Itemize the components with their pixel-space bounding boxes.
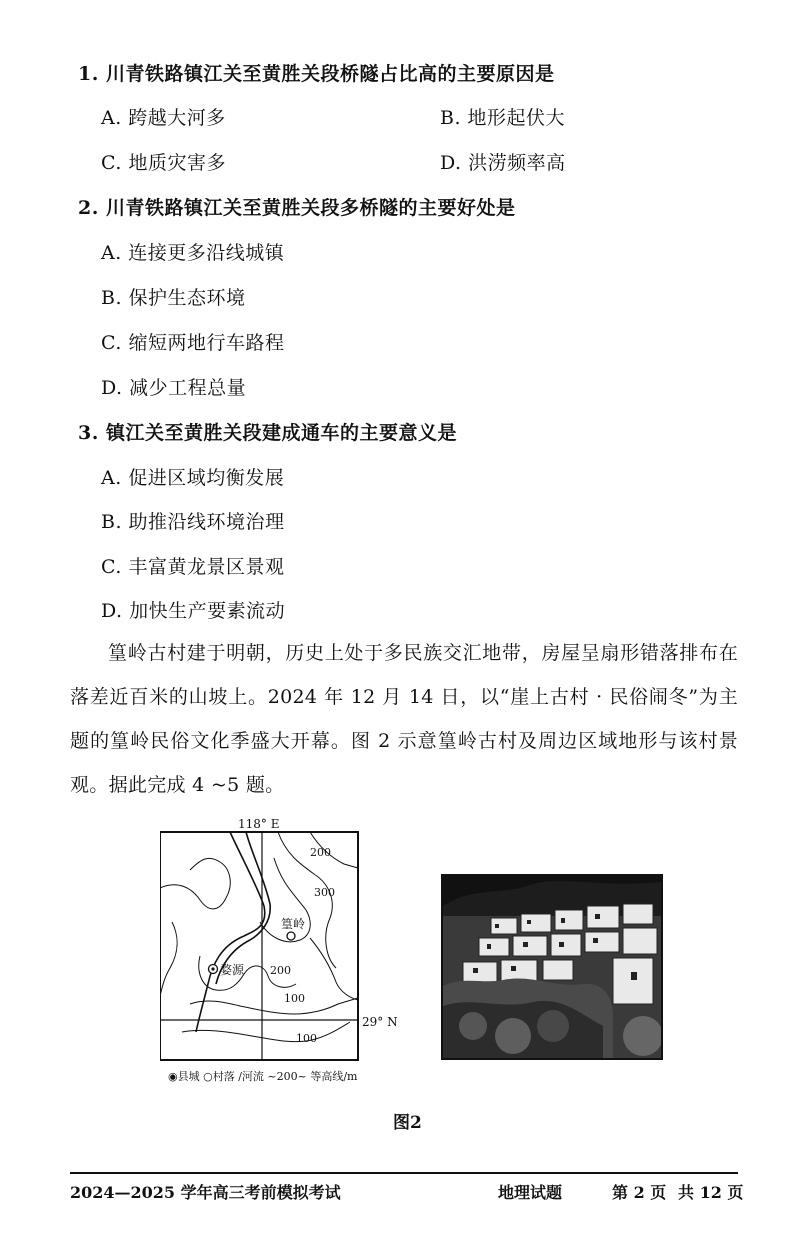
- question-3-option-c: C. 丰富黄龙景区景观: [101, 556, 285, 578]
- question-1-option-b: B. 地形起伏大: [440, 107, 566, 129]
- contour-label-300: 300: [314, 886, 335, 899]
- village-landscape-photo: [441, 874, 663, 1060]
- question-1-option-d: D. 洪涝频率高: [440, 152, 566, 174]
- question-3-option-d: D. 加快生产要素流动: [101, 600, 286, 622]
- footer-page-number: 第 2 页: [612, 1183, 667, 1202]
- topographic-map: [160, 818, 400, 1100]
- question-2-option-c: C. 缩短两地行车路程: [101, 332, 285, 354]
- reading-passage: 篁岭古村建于明朝，历史上处于多民族交汇地带，房屋呈扇形错落排布在落差近百米的山坡上。2024 年 12 月 14 日，以“崖上古村 · 民俗闹冬”为主题的篁岭民俗文化季盛大开幕。图 2 示意篁岭古村及周边区域地形与该村景观。据此完成 4 ~5 题。: [70, 642, 738, 796]
- footer-exam-title: 2024—2025 学年高三考前模拟考试: [70, 1183, 341, 1202]
- question-2-stem: 2. 川青铁路镇江关至黄胜关段多桥隧的主要好处是: [78, 197, 516, 219]
- footer-divider: [70, 1172, 738, 1174]
- contour-label-100-upper: 100: [284, 992, 305, 1005]
- question-1-option-a: A. 跨越大河多: [101, 107, 226, 129]
- figure-caption: 图2: [393, 1113, 422, 1133]
- contour-label-200-top: 200: [310, 846, 331, 859]
- question-1-stem: 1. 川青铁路镇江关至黄胜关段桥隧占比高的主要原因是: [78, 63, 555, 85]
- question-1-option-c: C. 地质灾害多: [101, 152, 226, 174]
- question-3-option-a: A. 促进区域均衡发展: [101, 467, 285, 489]
- question-2-option-a: A. 连接更多沿线城镇: [101, 242, 285, 264]
- contour-label-100-lower: 100: [296, 1032, 317, 1045]
- footer-subject: 地理试题: [498, 1183, 563, 1202]
- village-label: 篁岭: [281, 917, 306, 931]
- map-legend: ◉县城 ○村落 ∕河流 ~200~ 等高线/m: [168, 1070, 358, 1083]
- question-2-option-d: D. 减少工程总量: [101, 377, 247, 399]
- question-3-stem: 3. 镇江关至黄胜关段建成通车的主要意义是: [78, 422, 457, 444]
- contour-label-200: 200: [270, 964, 291, 977]
- county-label: 婺源: [220, 963, 245, 977]
- footer-total-pages: 共 12 页: [678, 1183, 744, 1202]
- question-2-option-b: B. 保护生态环境: [101, 287, 246, 309]
- village-marker: [287, 932, 295, 940]
- question-3-option-b: B. 助推沿线环境治理: [101, 511, 285, 533]
- longitude-label: 118° E: [238, 818, 280, 831]
- latitude-label: 29° N: [362, 1015, 398, 1029]
